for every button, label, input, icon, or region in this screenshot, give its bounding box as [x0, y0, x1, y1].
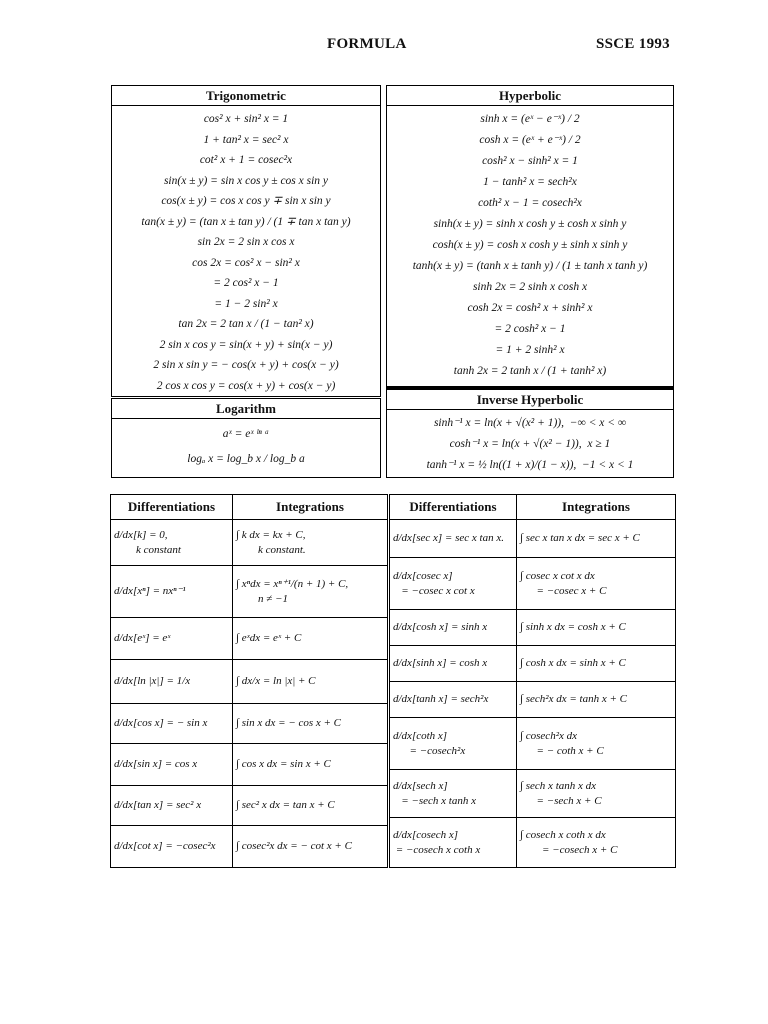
header-integrations: Integrations	[233, 495, 388, 520]
integral-cell: ∫ sec x tan x dx = sec x + C	[517, 520, 676, 558]
table-row	[111, 826, 388, 868]
table-row	[111, 618, 388, 660]
formula-line: cosh(x ± y) = cosh x cosh y ± sinh x sinh y	[432, 239, 628, 251]
formula-line: 2 sin x cos y = sin(x + y) + sin(x − y)	[159, 338, 333, 351]
formula-line: sinh 2x = 2 sinh x cosh x	[472, 281, 588, 293]
derivative-cell: d/dx[cosech x] = −cosech x coth x	[390, 818, 517, 868]
integral-cell: ∫ sech x tanh x dx = −sech x + C	[517, 770, 676, 818]
header-differentiations: Differentiations	[111, 495, 233, 520]
trigonometric-box	[111, 85, 381, 397]
derivative-cell: d/dx[coth x] = −cosech²x	[390, 718, 517, 770]
logarithm-formulas	[112, 419, 380, 472]
derivative-cell: d/dx[cosh x] = sinh x	[390, 610, 517, 646]
logarithm-title: Logarithm	[112, 399, 380, 419]
formula-line: = 1 − 2 sin² x	[214, 297, 278, 310]
hyperbolic-title: Hyperbolic	[387, 86, 673, 106]
table-row	[390, 818, 676, 868]
derivative-cell: d/dx[eˣ] = eˣ	[111, 618, 233, 660]
formula-line: cos 2x = cos² x − sin² x	[192, 256, 300, 269]
calculus-rows-right	[390, 520, 676, 868]
formula-line: sin(x ± y) = sin x cos y ± cos x sin y	[163, 174, 329, 187]
integral-cell: ∫ k dx = kx + C, k constant.	[233, 520, 388, 566]
header-differentiations: Differentiations	[390, 495, 517, 520]
table-row	[390, 558, 676, 610]
formula-line: cos(x ± y) = cos x cos y ∓ sin x sin y	[161, 195, 331, 207]
formula-line: 2 sin x sin y = − cos(x + y) + cos(x − y)	[153, 359, 339, 371]
table-row	[390, 682, 676, 718]
inverse-hyperbolic-box	[386, 387, 674, 478]
formula-line: cosh² x − sinh² x = 1	[482, 155, 578, 167]
formula-line: tan 2x = 2 tan x / (1 − tan² x)	[178, 318, 314, 330]
integral-cell: ∫ sech²x dx = tanh x + C	[517, 682, 676, 718]
formula-line: tan(x ± y) = (tan x ± tan y) / (1 ∓ tan x tan y)	[141, 215, 351, 228]
table-row	[111, 786, 388, 826]
formula-line: cosh x = (eˣ + e⁻ˣ) / 2	[479, 134, 581, 146]
integral-cell: ∫ sinh x dx = cosh x + C	[517, 610, 676, 646]
formula-line: sinh⁻¹ x = ln(x + √(x² + 1)), −∞ < x < ∞	[433, 417, 627, 429]
formula-line: aˣ = eˣ ˡⁿ ᵃ	[222, 428, 270, 440]
calculus-table-right	[389, 494, 676, 868]
integral-cell: ∫ cosec x cot x dx = −cosec x + C	[517, 558, 676, 610]
table-row	[390, 770, 676, 818]
formula-line: 1 + tan² x = sec² x	[203, 133, 289, 146]
derivative-cell: d/dx[sec x] = sec x tan x.	[390, 520, 517, 558]
derivative-cell: d/dx[cos x] = − sin x	[111, 704, 233, 744]
formula-line: tanh(x ± y) = (tanh x ± tanh y) / (1 ± tanh x tanh y)	[412, 260, 648, 272]
integral-cell: ∫ dx/x = ln |x| + C	[233, 660, 388, 704]
table-row	[111, 744, 388, 786]
derivative-cell: d/dx[xⁿ] = nxⁿ⁻¹	[111, 566, 233, 618]
table-row	[390, 718, 676, 770]
integral-cell: ∫ sin x dx = − cos x + C	[233, 704, 388, 744]
formula-line: cosh⁻¹ x = ln(x + √(x² − 1)), x ≥ 1	[449, 438, 611, 450]
calculus-rows-left	[111, 520, 388, 868]
table-row	[111, 520, 388, 566]
table-row	[390, 520, 676, 558]
table-row	[111, 704, 388, 744]
page-title: FORMULA	[327, 36, 407, 52]
table-row	[390, 610, 676, 646]
formula-line: 2 cos x cos y = cos(x + y) + cos(x − y)	[156, 379, 336, 392]
integral-cell: ∫ cosh x dx = sinh x + C	[517, 646, 676, 682]
integral-cell: ∫ cosech x coth x dx = −cosech x + C	[517, 818, 676, 868]
derivative-cell: d/dx[tan x] = sec² x	[111, 786, 233, 826]
integral-cell: ∫ cosech²x dx = − coth x + C	[517, 718, 676, 770]
derivative-cell: d/dx[cot x] = −cosec²x	[111, 826, 233, 868]
derivative-cell: d/dx[sech x] = −sech x tanh x	[390, 770, 517, 818]
derivative-cell: d/dx[sinh x] = cosh x	[390, 646, 517, 682]
trigonometric-formulas	[112, 106, 380, 396]
hyperbolic-formulas	[387, 106, 673, 382]
integral-cell: ∫ xⁿdx = xⁿ⁺¹/(n + 1) + C, n ≠ −1	[233, 566, 388, 618]
formula-line: sinh x = (eˣ − e⁻ˣ) / 2	[480, 113, 580, 125]
formula-line: tanh⁻¹ x = ½ ln((1 + x)/(1 − x)), −1 < x < 1	[426, 459, 634, 471]
formula-line: sin 2x = 2 sin x cos x	[197, 236, 295, 248]
derivative-cell: d/dx[sin x] = cos x	[111, 744, 233, 786]
inverse-hyperbolic-formulas	[387, 410, 673, 476]
integral-cell: ∫ sec² x dx = tan x + C	[233, 786, 388, 826]
formula-line: 1 − tanh² x = sech²x	[483, 176, 577, 188]
table-row	[111, 566, 388, 618]
formula-line: cos² x + sin² x = 1	[203, 113, 289, 125]
calculus-table-left	[110, 494, 388, 868]
formula-line: = 1 + 2 sinh² x	[495, 344, 565, 356]
integral-cell: ∫ cos x dx = sin x + C	[233, 744, 388, 786]
formula-line: cosh 2x = cosh² x + sinh² x	[467, 302, 593, 314]
derivative-cell: d/dx[tanh x] = sech²x	[390, 682, 517, 718]
formula-line: = 2 cosh² x − 1	[494, 323, 566, 335]
integral-cell: ∫ eˣdx = eˣ + C	[233, 618, 388, 660]
formula-line: = 2 cos² x − 1	[213, 277, 279, 289]
formula-line: tanh 2x = 2 tanh x / (1 + tanh² x)	[453, 365, 607, 377]
hyperbolic-box	[386, 85, 674, 387]
table-row	[390, 646, 676, 682]
derivative-cell: d/dx[k] = 0, k constant	[111, 520, 233, 566]
inverse-hyperbolic-title: Inverse Hyperbolic	[387, 390, 673, 410]
integral-cell: ∫ cosec²x dx = − cot x + C	[233, 826, 388, 868]
formula-line: coth² x − 1 = cosech²x	[478, 197, 582, 209]
trigonometric-title: Trigonometric	[112, 86, 380, 106]
formula-line: cot² x + 1 = cosec²x	[199, 154, 293, 166]
logarithm-box	[111, 398, 381, 478]
header-integrations: Integrations	[517, 495, 676, 520]
derivative-cell: d/dx[cosec x] = −cosec x cot x	[390, 558, 517, 610]
exam-label: SSCE 1993	[596, 36, 670, 52]
table-row	[111, 660, 388, 704]
formula-line: sinh(x ± y) = sinh x cosh y ± cosh x sinh y	[433, 218, 627, 230]
derivative-cell: d/dx[ln |x|] = 1/x	[111, 660, 233, 704]
formula-line: logₐ x = log_b x / log_b a	[187, 453, 305, 465]
